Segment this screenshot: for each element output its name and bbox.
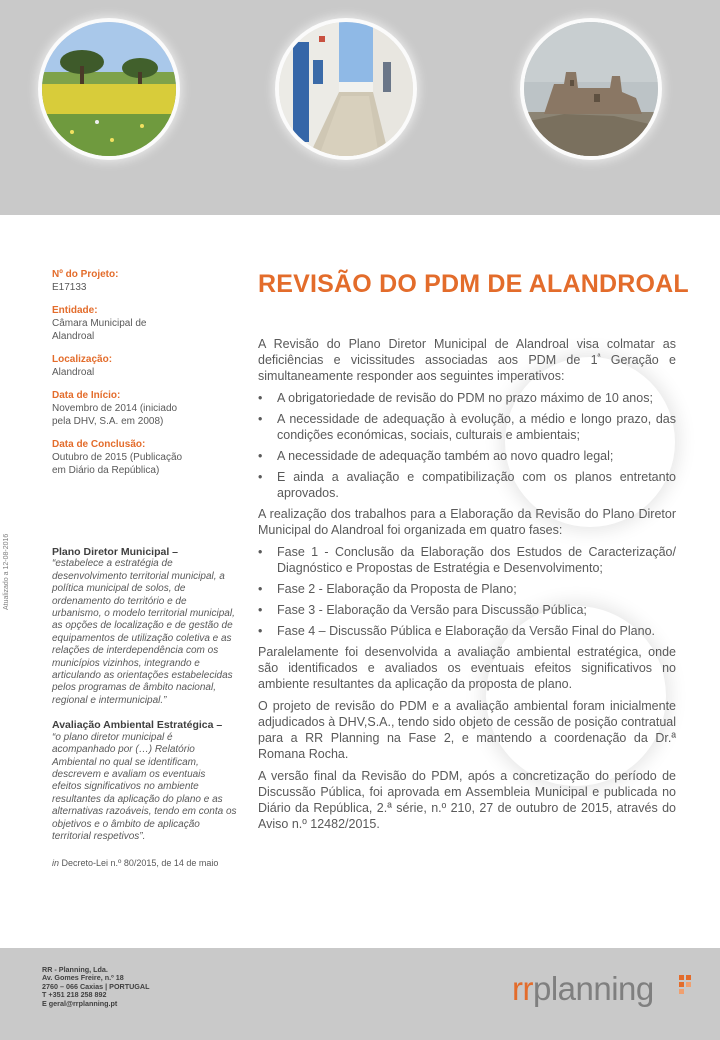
- imperatives-list: [258, 390, 676, 501]
- entity-value: Câmara Municipal de: [52, 318, 147, 329]
- city-address: 2760 – 066 Caxias | PORTUGAL: [42, 981, 150, 991]
- list-item: [258, 623, 676, 639]
- street-photo: [279, 22, 413, 156]
- legal-source: [52, 857, 237, 869]
- phases-intro: A realização dos trabalhos para a Elaboração da Revisão do Plano Diretor Municipal do Alandroal foi organizada em quatro fases:: [258, 507, 676, 537]
- location-label: Localização:: [52, 354, 113, 365]
- project-info: [52, 268, 237, 477]
- definitions: [52, 546, 237, 870]
- list-item-text: Fase 2 - Elaboração da Proposta de Plano;: [277, 582, 517, 596]
- email: E geral@rrplanning.pt: [42, 998, 118, 1008]
- list-item-text: E ainda a avaliação e compatibilização com os planos entretanto aprovados.: [277, 470, 676, 500]
- list-item: [258, 411, 676, 443]
- list-item-text: Fase 4 – Discussão Pública e Elaboração da Versão Final do Plano.: [277, 624, 656, 638]
- bullet-icon: •: [258, 624, 263, 638]
- list-item: [258, 602, 676, 618]
- bullet-icon: •: [258, 412, 263, 426]
- list-item: [258, 469, 676, 501]
- project-number-value: E17133: [52, 282, 87, 293]
- project-number-label: Nº do Projeto:: [52, 269, 119, 280]
- entity-value: Alandroal: [52, 331, 95, 342]
- intro-superscript: ª: [597, 351, 601, 361]
- end-date-label: Data de Conclusão:: [52, 439, 146, 450]
- intro-paragraph: [258, 336, 676, 384]
- bullet-icon: •: [258, 449, 263, 463]
- list-item: [258, 390, 676, 406]
- list-item-text: Fase 1 - Conclusão da Elaboração dos Estudos de Caracterização/ Diagnóstico e Propostas de Estratégia e Desenvolvimento;: [277, 545, 676, 575]
- page-title: REVISÃO DO PDM DE ALANDROAL: [258, 270, 689, 298]
- list-item: [258, 544, 676, 576]
- bullet-icon: •: [258, 391, 263, 405]
- bullet-icon: •: [258, 470, 263, 484]
- start-date-label: Data de Início:: [52, 390, 121, 401]
- updated-date: Atualizado a 12-08-2016: [3, 533, 10, 610]
- bullet-icon: •: [258, 603, 263, 617]
- logo-planning: planning: [532, 970, 654, 1007]
- rrplanning-logo: [512, 970, 654, 1008]
- end-date-value: em Diário da República): [52, 465, 160, 476]
- logo-rr: rr: [512, 970, 533, 1007]
- source-prefix: in: [52, 858, 60, 869]
- source-text: Decreto-Lei n.º 80/2015, de 14 de maio: [59, 858, 219, 869]
- location-value: Alandroal: [52, 367, 95, 378]
- bullet-icon: •: [258, 545, 263, 559]
- contract-paragraph: O projeto de revisão do PDM e a avaliação ambiental foram inicialmente adjudicados à DHV,S.A., tendo sido objeto de cessão de posição contratual para a RR Planning na Fase 2, e mantendo a coordenação da Dr.ª Romana Rocha.: [258, 699, 676, 761]
- aae-definition: [52, 719, 237, 843]
- environment-paragraph: Paralelamente foi desenvolvida a avaliação ambiental estratégica, onde são identificados e avaliados os eventuais efeitos significativos no ambiente resultantes da aplicação da proposta de plano.: [258, 645, 676, 691]
- street-address: Av. Gomes Freire, n.º 18: [42, 973, 124, 983]
- list-item-text: Fase 3 - Elaboração da Versão para Discussão Pública;: [277, 603, 587, 617]
- castle-photo: [524, 22, 658, 156]
- pdm-body: “estabelece a estratégia de desenvolvimento territorial municipal, a política municipal de solos, de ordenamento do território e de urbanismo, o modelo territorial municipal, as opções de localização e de gestão de equipamentos de utilização coletiva e as relações de interdependência com os municípios vizinhos, integrando e articulando as orientações estabelecidas pelos programas de âmbito nacional, regional e intermunicipal.”: [52, 558, 235, 706]
- list-item: [258, 448, 676, 464]
- intro-text: A Revisão do Plano Diretor Municipal de Alandroal visa colmatar as deficiências e vicissitudes associadas aos PDM de 1: [258, 337, 676, 367]
- meadow-photo: [42, 22, 176, 156]
- phases-list: [258, 544, 676, 639]
- entity-label: Entidade:: [52, 305, 98, 316]
- end-date-value: Outubro de 2015 (Publicação: [52, 452, 183, 463]
- start-date-value: Novembro de 2014 (iniciado: [52, 403, 178, 414]
- company-name: RR - Planning, Lda.: [42, 965, 108, 974]
- logo-dots-icon: [679, 975, 693, 999]
- main-content: [258, 336, 676, 838]
- company-address: [42, 966, 149, 1008]
- list-item: [258, 581, 676, 597]
- final-paragraph: A versão final da Revisão do PDM, após a concretização do período de Discussão Pública, foi aprovada em Assembleia Municipal e publicada no Diário da República, 2.ª série, n.º 210, 27 de outubro de 2015, através do Aviso n.º 12482/2015.: [258, 769, 676, 831]
- bullet-icon: •: [258, 582, 263, 596]
- intro-text: Geração e simultaneamente responder aos seguintes imperativos:: [258, 353, 676, 383]
- list-item-text: A obrigatoriedade de revisão do PDM no prazo máximo de 10 anos;: [277, 391, 653, 405]
- list-item-text: A necessidade de adequação também ao novo quadro legal;: [277, 449, 614, 463]
- pdm-definition: [52, 546, 237, 707]
- aae-term: Avaliação Ambiental Estratégica –: [52, 719, 223, 732]
- start-date-value: pela DHV, S.A. em 2008): [52, 416, 164, 427]
- aae-body: “o plano diretor municipal é acompanhado por (…) Relatório Ambiental no qual se identificam, descrevem e avaliam os eventuais efeitos significativos no ambiente resultantes da aplicação do plano e as alternativas razoáveis, tendo em conta os objetivos e o âmbito de aplicação territorial respetivos”.: [52, 731, 237, 842]
- phone: T +351 218 258 892: [42, 990, 107, 1000]
- list-item-text: A necessidade de adequação à evolução, a médio e longo prazo, das condições económicas, sociais, culturais e ambientais;: [277, 412, 676, 442]
- pdm-term: Plano Diretor Municipal –: [52, 546, 179, 558]
